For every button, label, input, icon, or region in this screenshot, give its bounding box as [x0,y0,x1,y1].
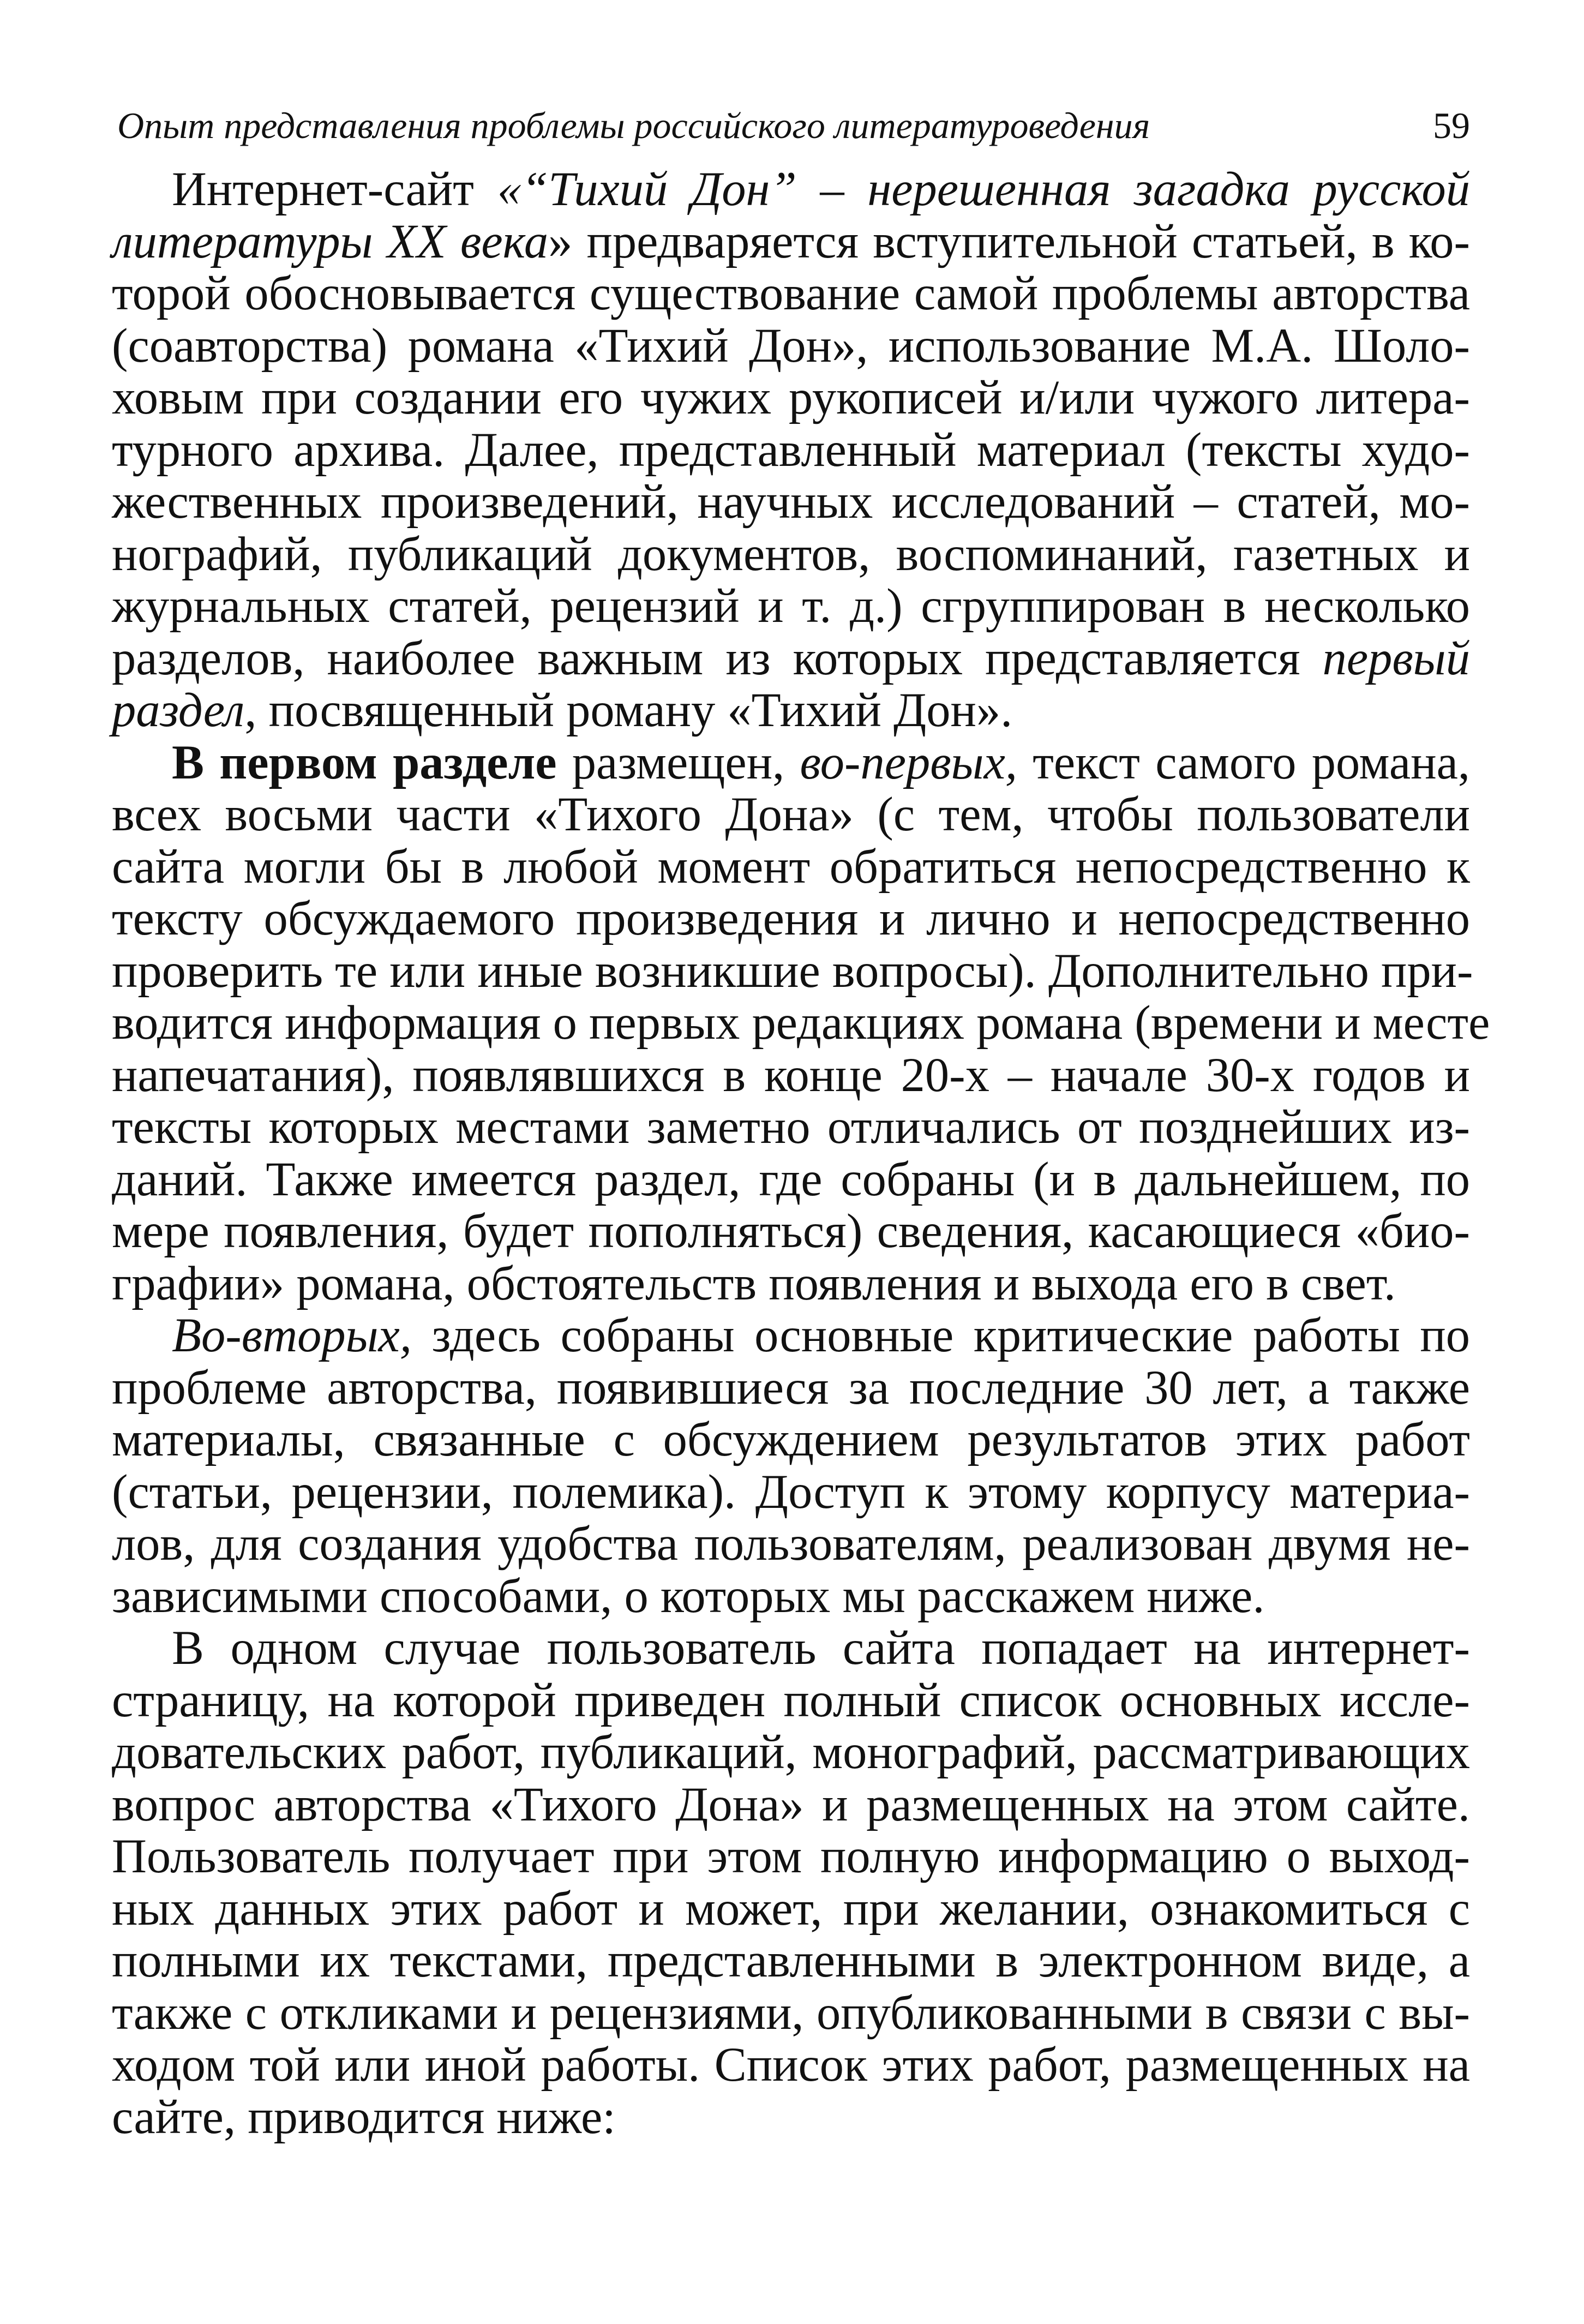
italic-text: литературы XX века [112,214,549,268]
text-run: зависимыми способами, о которых мы расскажем ниже. [112,1569,1265,1623]
text-run: размещен, [556,735,800,789]
italic-text: раздел [112,684,245,737]
text-line [112,1206,1470,1258]
text-run: всех восьми части «Тихого Дона» (с тем, чтобы пользователи [112,788,1470,841]
text-run: графии» романа, обстоятельств появления и выхода его в свет. [112,1256,1396,1310]
book-page [112,93,1490,2275]
text-run: также с откликами и рецензиями, опубликованными в связи с вы- [112,1986,1470,2040]
text-run: вопрос авторства «Тихого Дона» и размещенных на этом сайте. [112,1777,1470,1831]
text-run: , посвященный роману «Тихий Дон». [244,684,1013,737]
text-line [112,2092,1470,2144]
text-line [112,737,1470,789]
text-run: турного архива. Далее, представленный материал (тексты худо- [112,423,1470,477]
italic-text: Во-вторых, [172,1309,412,1362]
text-line [112,2039,1470,2092]
text-run: » предваряется вступительной статьей, в ко- [548,214,1470,268]
text-run: ходом той или иной работы. Список этих работ, размещенных на [112,2038,1470,2092]
text-run: Пользователь получает при этом полную информацию о выход- [112,1830,1470,1883]
running-head [112,93,1470,158]
text-run: (соавторства) романа «Тихий Дон», использование М.А. Шоло- [112,319,1470,373]
paragraph [112,735,1490,1310]
text-line [112,1414,1470,1466]
text-line [112,529,1470,581]
text-line [112,1258,1470,1310]
text-line [112,1987,1470,2040]
text-line [112,1935,1470,1987]
text-line [112,944,1473,998]
text-line [112,164,1470,216]
text-line [112,1154,1470,1206]
text-line [112,1518,1470,1571]
text-run: тексты которых местами заметно отличались от позднейших из- [112,1100,1470,1154]
text-run: материалы, связанные с обсуждением результатов этих работ [112,1413,1470,1466]
body-text [112,163,1490,2144]
text-run: (статьи, рецензии, полемика). Доступ к этому корпусу материа- [112,1465,1470,1519]
running-title: Опыт представления проблемы российского литературоведения [117,105,1150,146]
text-line [112,320,1470,373]
text-run: страницу, на которой приведен полный список основных иссле- [112,1673,1470,1727]
text-line [112,424,1470,477]
text-run: разделов, наиболее важным из которых представляется [112,631,1323,685]
text-run: водится информация о первых редакциях романа (времени и месте [112,996,1490,1050]
text-run: сайте, приводится ниже: [112,2090,616,2144]
page-number: 59 [1433,105,1470,146]
text-line [112,1883,1470,1936]
text-line [112,1571,1470,1623]
text-run: журнальных статей, рецензий и т. д.) сгруппирован в несколько [112,579,1470,633]
text-run: проверить те или иные возникшие вопросы). Дополнительно при- [112,944,1473,998]
text-line [112,1466,1470,1519]
italic-text: первый [1322,631,1470,685]
text-run: ховым при создании его чужих рукописей и/или чужого литера- [112,371,1470,424]
text-line [112,1622,1470,1675]
text-line [112,996,1490,1050]
text-run: мере появления, будет пополняться) сведения, касающиеся «био- [112,1205,1470,1258]
text-line [112,1050,1470,1102]
text-line [112,1831,1470,1883]
italic-text: во-первых, [800,735,1017,789]
text-run: довательских работ, публикаций, монографий, рассматривающих [112,1726,1470,1779]
bold-text: В первом разделе [172,735,557,789]
text-line [112,1675,1470,1727]
text-run: здесь собраны основные критические работы по [411,1309,1470,1362]
text-line [112,1362,1470,1415]
text-run: проблеме авторства, появившиеся за последние 30 лет, а также [112,1361,1470,1415]
text-run: сайта могли бы в любой момент обратиться непосредственно к [112,840,1470,894]
text-line [112,1101,1470,1154]
text-line [112,476,1470,529]
paragraph [112,164,1470,737]
text-line [112,633,1470,685]
text-run: напечатания), появлявшихся в конце 20-х – начале 30-х годов и [112,1048,1470,1102]
text-line [112,216,1470,268]
italic-text: «“Тихий Дон” – нерешенная загадка русской [497,163,1470,216]
text-run: текст самого романа, [1017,735,1470,789]
text-line [112,789,1470,841]
text-line [112,268,1470,320]
text-run: жественных произведений, научных исследований – статей, мо- [112,475,1470,529]
text-line [112,1310,1470,1362]
text-run: торой обосновывается существование самой проблемы авторства [112,267,1470,320]
text-line [112,893,1470,945]
text-run: ных данных этих работ и может, при желании, ознакомиться с [112,1882,1470,1936]
text-run: полными их текстами, представленными в электронном виде, а [112,1934,1470,1987]
paragraph [112,1310,1470,1622]
text-run: нографий, публикаций документов, воспоминаний, газетных и [112,527,1470,581]
text-run: Интернет-сайт [172,163,497,216]
text-run: лов, для создания удобства пользователям, реализован двумя не- [112,1517,1470,1571]
text-line [112,372,1470,424]
text-line [112,1779,1470,1831]
text-run: тексту обсуждаемого произведения и лично и непосредственно [112,892,1470,945]
paragraph [112,1622,1470,2143]
text-line [112,685,1470,737]
text-run: В одном случае пользователь сайта попадает на интернет- [172,1621,1470,1675]
text-line [112,1727,1470,1779]
text-line [112,841,1470,894]
text-run: даний. Также имеется раздел, где собраны (и в дальнейшем, по [112,1152,1470,1206]
text-line [112,580,1470,633]
